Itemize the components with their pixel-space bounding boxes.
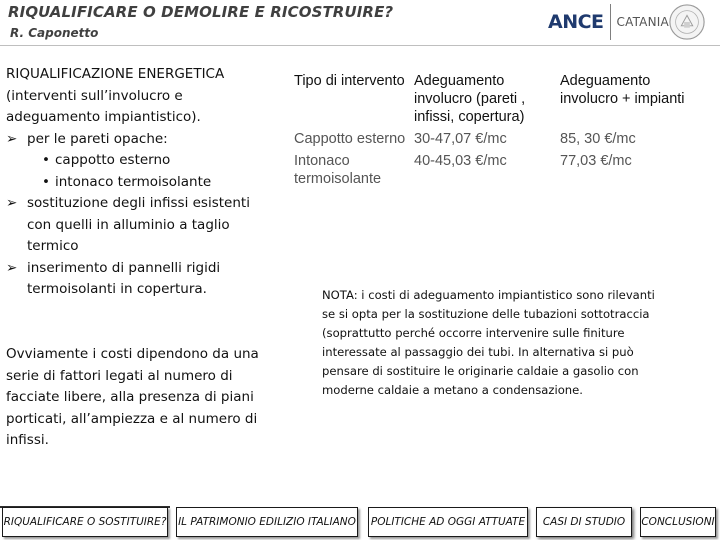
table-cell: 40-45,03 €/mc xyxy=(414,153,507,169)
intro-text: (interventi sull’involucro e adeguamento impiantistico). xyxy=(6,87,201,125)
sub-bullet-item xyxy=(6,172,278,194)
conclusion-text: Ovviamente i costi dipendono da una serie di fattori legati al numero di facciate libere, alla presenza di piani porticati, all’ampiezza e al numero di infissi. xyxy=(6,346,259,448)
table-row xyxy=(290,128,714,150)
header-title: RIQUALIFICARE O DEMOLIRE E RICOSTRUIRE? xyxy=(8,3,394,21)
arrow-bullet-icon: ➢ xyxy=(6,195,18,211)
header-author: R. Caponetto xyxy=(10,26,99,40)
bullet-text: sostituzione degli infissi esistenti con quelli in alluminio a taglio termico xyxy=(27,195,250,254)
table-cell: 77,03 €/mc xyxy=(560,153,632,169)
bullet-text: per le pareti opache: xyxy=(27,130,168,147)
table-cell: Cappotto esterno xyxy=(294,131,406,147)
dot-bullet-icon: • xyxy=(42,152,50,168)
logo-separator xyxy=(610,4,611,40)
sub-bullet-item xyxy=(6,150,278,172)
bullet-item xyxy=(6,129,278,151)
bullet-item xyxy=(6,258,278,301)
sub-bullet-text: cappotto esterno xyxy=(55,152,171,168)
arrow-bullet-icon: ➢ xyxy=(6,259,18,276)
seal-icon xyxy=(668,3,706,41)
sub-bullet-text: intonaco termoisolante xyxy=(55,173,212,190)
bullet-text: inserimento di pannelli rigidi termoisolanti in copertura. xyxy=(27,259,221,297)
table-cell: 85, 30 €/mc xyxy=(560,131,636,147)
table-cell: Intonaco termoisolante xyxy=(294,153,382,187)
note-text: NOTA: i costi di adeguamento impiantistico sono rilevanti se si opta per la sostituzione delle tubazioni sottotraccia (soprattutto perché occorre intervenire sulle finiture interessate al passaggio dei tubi. In alternativa si può pensare di sostituire le originarie caldaie a gasolio con moderne caldaie a metano a condensazione. xyxy=(322,288,655,397)
arrow-bullet-icon: ➢ xyxy=(6,130,18,147)
table-row xyxy=(290,150,714,190)
bullet-item xyxy=(6,193,278,258)
nav-button-riqualificare[interactable]: RIQUALIFICARE O SOSTITUIRE? xyxy=(2,507,168,537)
table-header-cell: Tipo di intervento xyxy=(294,73,405,89)
header-divider xyxy=(0,45,720,46)
left-text-block xyxy=(6,64,278,301)
logo-city-text: CATANIA xyxy=(616,15,669,29)
dot-bullet-icon: • xyxy=(42,173,50,190)
table-cell: 30-47,07 €/mc xyxy=(414,131,507,147)
table-header-row xyxy=(290,70,714,128)
nav-button-conclusioni[interactable]: CONCLUSIONI xyxy=(640,507,716,537)
nav-button-casi-studio[interactable]: CASI DI STUDIO xyxy=(536,507,632,537)
ance-logo xyxy=(548,2,669,42)
cost-table xyxy=(290,70,714,190)
nav-button-patrimonio[interactable]: IL PATRIMONIO EDILIZIO ITALIANO xyxy=(176,507,358,537)
nav-button-politiche[interactable]: POLITICHE AD OGGI ATTUATE xyxy=(368,507,528,537)
logo-ance-text: ANCE xyxy=(548,11,604,33)
table-header-cell: Adeguamento involucro (pareti , infissi, copertura) xyxy=(414,73,526,125)
section-heading: RIQUALIFICAZIONE ENERGETICA xyxy=(6,66,225,82)
table-header-cell: Adeguamento involucro + impianti xyxy=(560,73,685,107)
